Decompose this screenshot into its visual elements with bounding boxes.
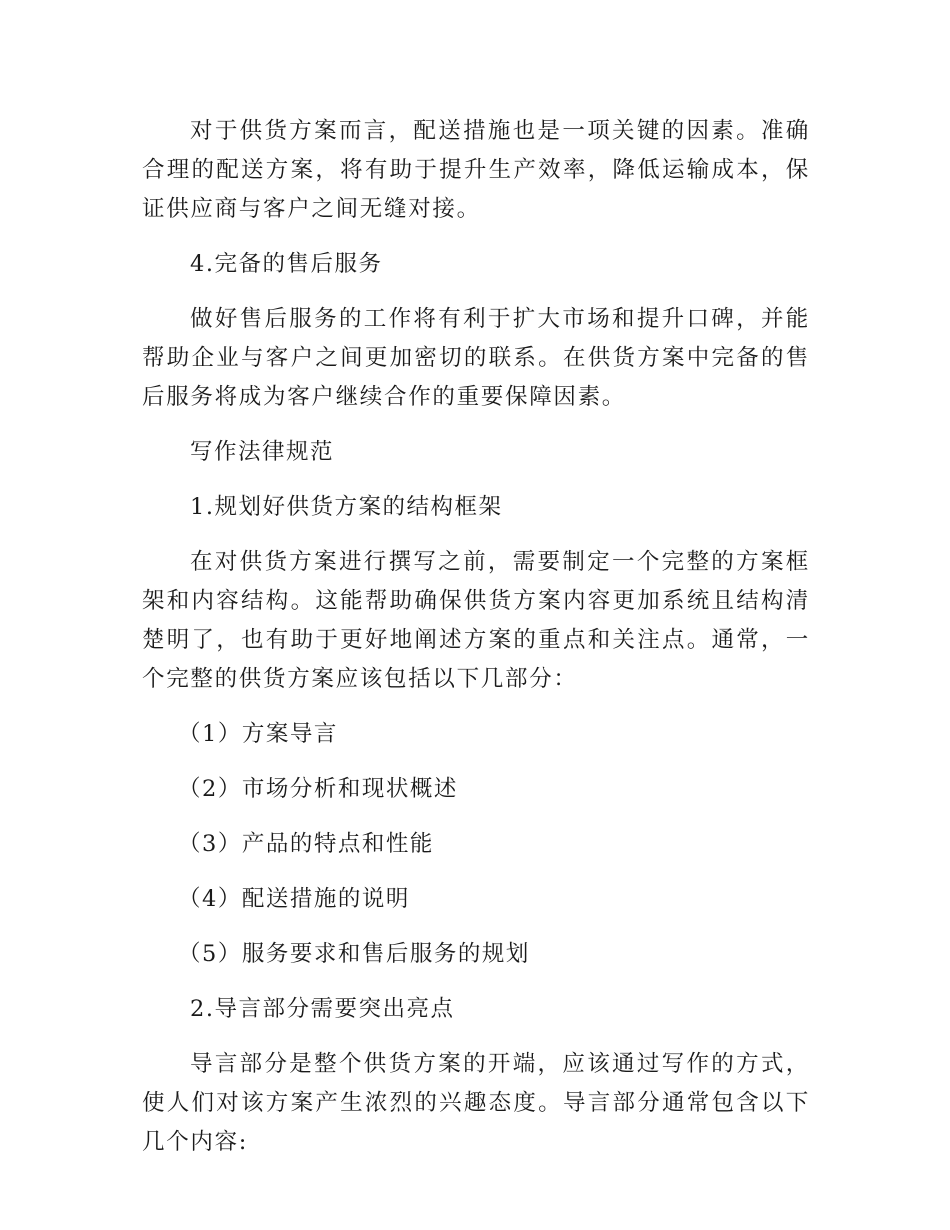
- heading-plan-structure: 1.规划好供货方案的结构框架: [190, 494, 503, 520]
- heading-writing-rules: 写作法律规范: [190, 439, 335, 465]
- paragraph-plan-structure: 在对供货方案进行撰写之前，需要制定一个完整的方案框架和内容结构。这能帮助确保供货方案内容更加系统且结构清楚明了，也有助于更好地阐述方案的重点和关注点。通常，一个完整的供货方案应该包括以下几部分：: [142, 549, 810, 692]
- list-item-1: （1）方案导言: [178, 721, 338, 747]
- list-item-4: （4）配送措施的说明: [178, 886, 410, 912]
- heading-introduction-highlights: 2.导言部分需要突出亮点: [190, 996, 455, 1022]
- heading-after-sales-service: 4.完备的售后服务: [190, 251, 383, 277]
- paragraph-delivery-measures: 对于供货方案而言，配送措施也是一项关键的因素。准确合理的配送方案，将有助于提升生产效率，降低运输成本，保证供应商与客户之间无缝对接。: [142, 118, 810, 222]
- paragraph-introduction: 导言部分是整个供货方案的开端，应该通过写作的方式，使人们对该方案产生浓烈的兴趣态度。导言部分通常包含以下几个内容:: [142, 1051, 810, 1155]
- list-item-2: （2）市场分析和现状概述: [178, 776, 458, 802]
- list-item-3: （3）产品的特点和性能: [178, 831, 434, 857]
- paragraph-after-sales-service: 做好售后服务的工作将有利于扩大市场和提升口碑，并能帮助企业与客户之间更加密切的联系。在供货方案中完备的售后服务将成为客户继续合作的重要保障因素。: [142, 306, 810, 410]
- document-body: [142, 112, 810, 1178]
- list-item-5: （5）服务要求和售后服务的规划: [178, 941, 530, 967]
